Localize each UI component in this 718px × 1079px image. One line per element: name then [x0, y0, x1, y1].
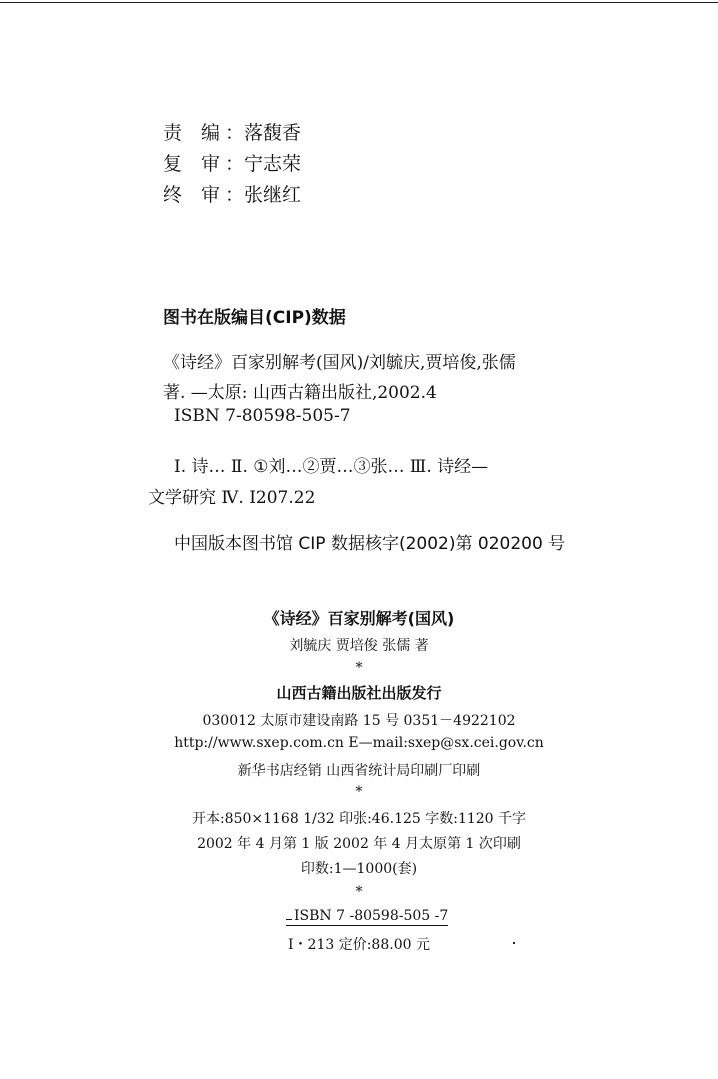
imprint-title: 《诗经》百家别解考(国风) — [263, 609, 455, 628]
star-separator: * — [355, 784, 363, 800]
credit-reviewer: 复 审 ：宁志荣 — [163, 153, 302, 175]
star-separator: * — [355, 884, 363, 900]
cip-number: 中国版本图书馆 CIP 数据核字(2002)第 020200 号 — [174, 534, 566, 554]
imprint-isbn: ISBN 7 -80598-505 -7 — [286, 908, 448, 926]
imprint-authors: 刘毓庆 贾培俊 张儒 著 — [289, 638, 429, 654]
reviewer-name: 宁志荣 — [244, 153, 302, 175]
credit-final-reviewer: 终 审 ：张继红 — [163, 184, 302, 206]
imprint-web: http://www.sxep.com.cn E—mail:sxep@sx.cei.gov.cn — [174, 735, 544, 751]
imprint-distribution: 新华书店经销 山西省统计局印刷厂印刷 — [237, 763, 481, 779]
imprint-edition: 2002 年 4 月第 1 版 2002 年 4 月太原第 1 次印刷 — [197, 836, 521, 852]
final-reviewer-name: 张继红 — [244, 184, 302, 206]
imprint-publisher: 山西古籍出版社出版发行 — [276, 684, 442, 702]
cip-line-3: ISBN 7-80598-505-7 — [174, 406, 351, 426]
editor-name: 落馥香 — [244, 122, 302, 144]
credit-editor: 责 编 ：落馥香 — [163, 122, 302, 144]
imprint-print-run: 印数:1—1000(套) — [300, 861, 418, 877]
imprint-address: 030012 太原市建设南路 15 号 0351－4922102 — [202, 713, 516, 729]
top-border-line — [0, 2, 718, 3]
imprint-price: I・213 定价:88.00 元 — [288, 937, 430, 953]
cip-line-4: Ⅰ. 诗… Ⅱ. ①刘…②贾…③张… Ⅲ. 诗经— — [174, 457, 489, 477]
cip-line-1: 《诗经》百家别解考(国风)/刘毓庆,贾培俊,张儒 — [163, 353, 516, 373]
scan-speck — [513, 942, 515, 944]
imprint-specs: 开本:850×1168 1/32 印张:46.125 字数:1120 千字 — [191, 811, 527, 827]
isbn-dash — [286, 919, 292, 920]
cip-heading: 图书在版编目(CIP)数据 — [163, 308, 346, 328]
cip-line-2: 著. —太原: 山西古籍出版社,2002.4 — [163, 383, 437, 403]
cip-line-5: 文学研究 Ⅳ. I207.22 — [148, 488, 316, 508]
star-separator: * — [355, 660, 363, 676]
